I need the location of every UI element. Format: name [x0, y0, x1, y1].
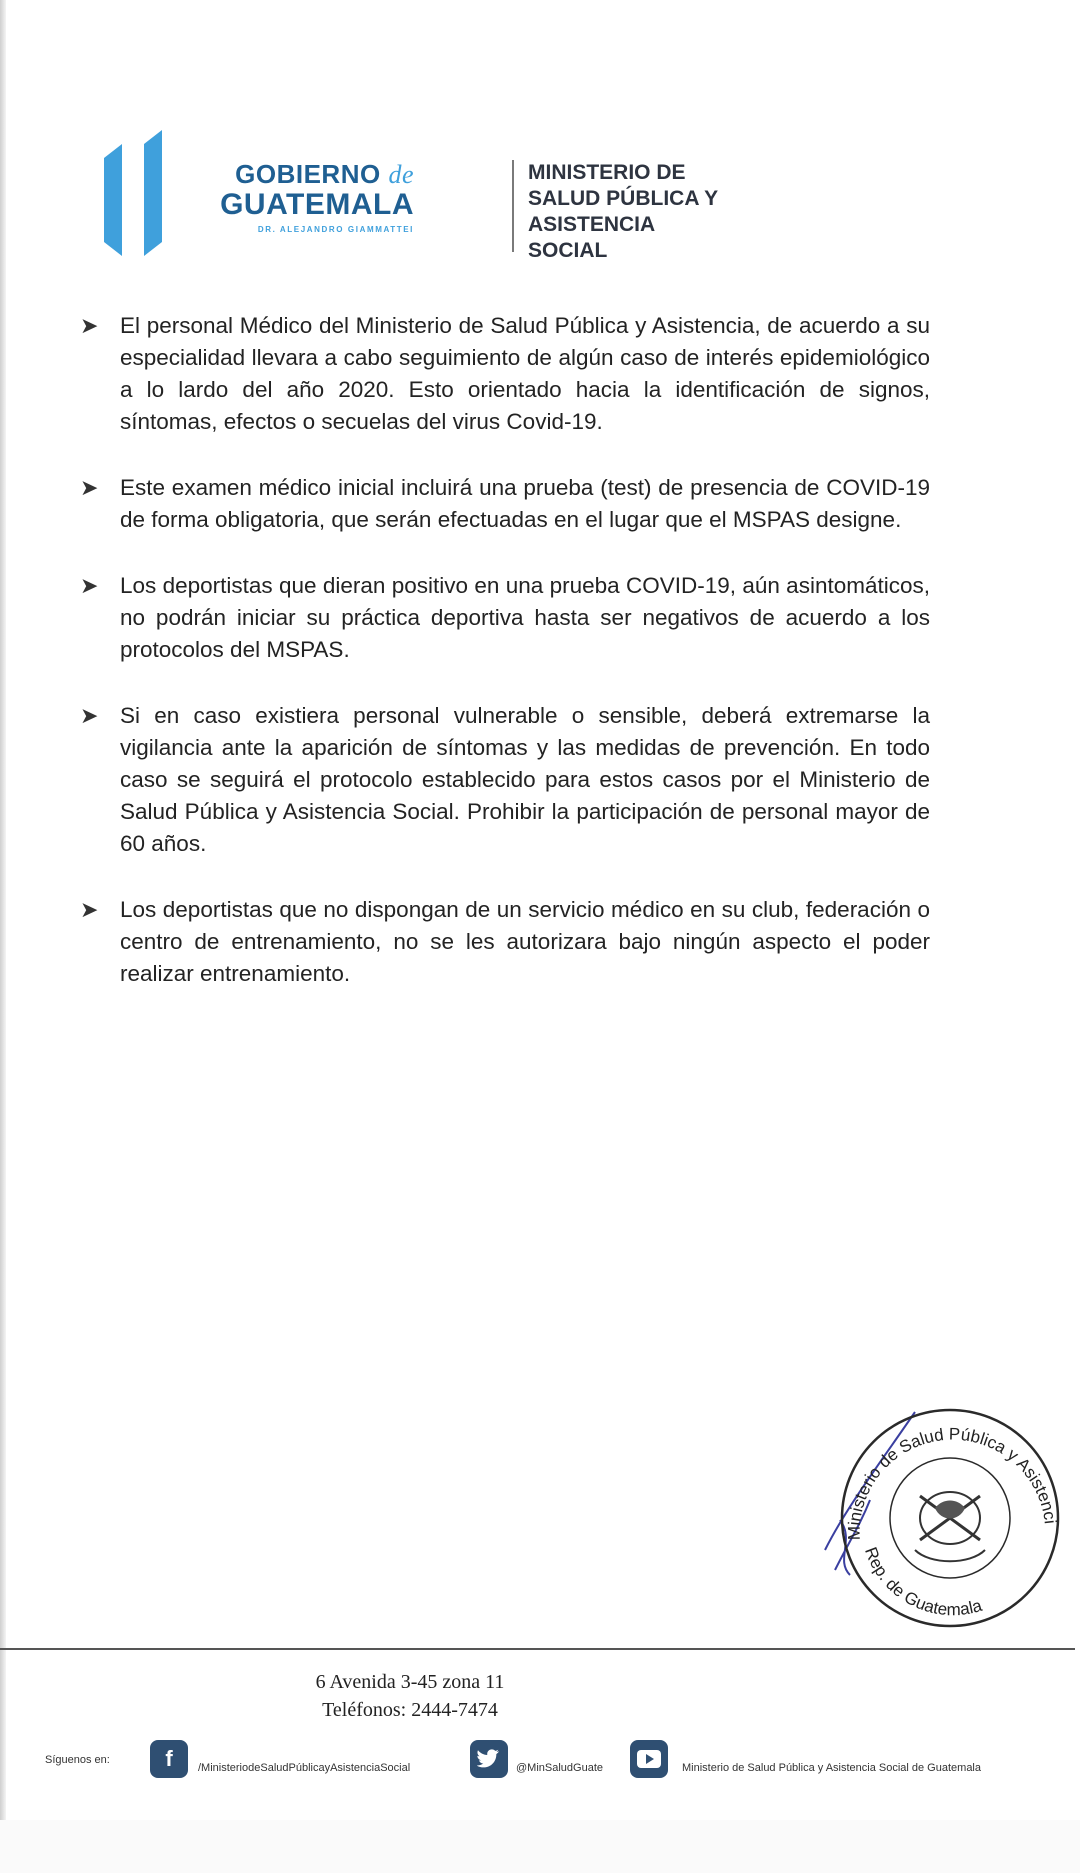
twitter-handle[interactable]: @MinSaludGuate [516, 1762, 603, 1774]
government-wordmark [194, 160, 414, 234]
gov-president: DR. ALEJANDRO GIAMMATTEI [257, 225, 414, 234]
facebook-icon[interactable]: f [150, 1740, 188, 1778]
bullet-item-3 [78, 570, 930, 666]
gov-word: GOBIERNO [235, 159, 381, 189]
bullet-item-4 [78, 700, 930, 860]
social-links [0, 1740, 1080, 1780]
arrow-bullet-icon: ➤ [80, 897, 99, 922]
facebook-handle[interactable]: /MinisteriodeSaludPúblicayAsistenciaSocial [198, 1762, 411, 1774]
twitter-icon[interactable] [470, 1740, 508, 1778]
bullet-text: Los deportistas que dieran positivo en una prueba COVID-19, aún asintomáticos, no podrán iniciar su práctica deportiva hasta ser negativos de acuerdo a los protocolos del MSPAS. [120, 573, 930, 662]
arrow-bullet-icon: ➤ [80, 703, 99, 728]
bottom-strip [0, 1820, 1080, 1873]
address-line: 6 Avenida 3-45 zona 11 [315, 1671, 505, 1693]
header-divider [512, 160, 514, 252]
seal-text-bottom: Rep. de Guatemala [861, 1544, 985, 1620]
svg-text:Ministerio de Salud Pública y [815, 1400, 1060, 1540]
seal-stamp-icon [815, 1400, 1075, 1640]
government-logo-icon [100, 130, 180, 256]
bullet-item-2 [78, 472, 930, 536]
youtube-icon[interactable] [630, 1740, 668, 1778]
bullet-text: El personal Médico del Ministerio de Salud Pública y Asistencia, de acuerdo a su especialidad llevara a cabo seguimiento de algún caso de interés epidemiológico a lo lardo del año 2020. Esto orientado hacia la identificación de signos, síntomas, efectos o secuelas del virus Covid-19. [120, 313, 930, 434]
page-edge [0, 0, 6, 1873]
ministry-line-1: MINISTERIO DE [528, 161, 686, 184]
follow-label: Síguenos en: [45, 1754, 110, 1766]
gov-de: de [388, 160, 414, 189]
bullet-text: Si en caso existiera personal vulnerable o sensible, deberá extremarse la vigilancia ante la aparición de síntomas y las medidas de prevención. En todo caso se seguirá el protocolo establecido para estos casos por el Ministerio de Salud Pública y Asistencia Social. Prohibir la participación de personal mayor de 60 años. [120, 703, 930, 856]
arrow-bullet-icon: ➤ [80, 475, 99, 500]
letterhead [100, 130, 720, 260]
youtube-channel[interactable]: Ministerio de Salud Pública y Asistencia Social de Guatemala [682, 1762, 981, 1774]
arrow-bullet-icon: ➤ [80, 313, 99, 338]
arrow-bullet-icon: ➤ [80, 573, 99, 598]
seal-text-top: Ministerio de Salud Pública y Asistenci [844, 1424, 1060, 1541]
gov-country: GUATEMALA [220, 188, 414, 221]
footer-address [230, 1668, 590, 1724]
bullet-text: Este examen médico inicial incluirá una prueba (test) de presencia de COVID-19 de forma obligatoria, que serán efectuadas en el lugar que el MSPAS designe. [120, 475, 930, 532]
ministry-line-2: SALUD PÚBLICA Y [528, 187, 719, 210]
official-seal [815, 1400, 1075, 1640]
bullet-item-5 [78, 894, 930, 990]
bullet-text: Los deportistas que no dispongan de un servicio médico en su club, federación o centro de entrenamiento, no se les autorizara bajo ningún aspecto el poder realizar entrenamiento. [120, 897, 930, 986]
bullet-item-1 [78, 310, 930, 438]
phone-line: Teléfonos: 2444-7474 [322, 1699, 498, 1721]
ministry-name [528, 160, 720, 264]
footer-rule [0, 1648, 1075, 1650]
ministry-line-3: ASISTENCIA SOCIAL [528, 213, 655, 262]
document-body [78, 310, 930, 1024]
